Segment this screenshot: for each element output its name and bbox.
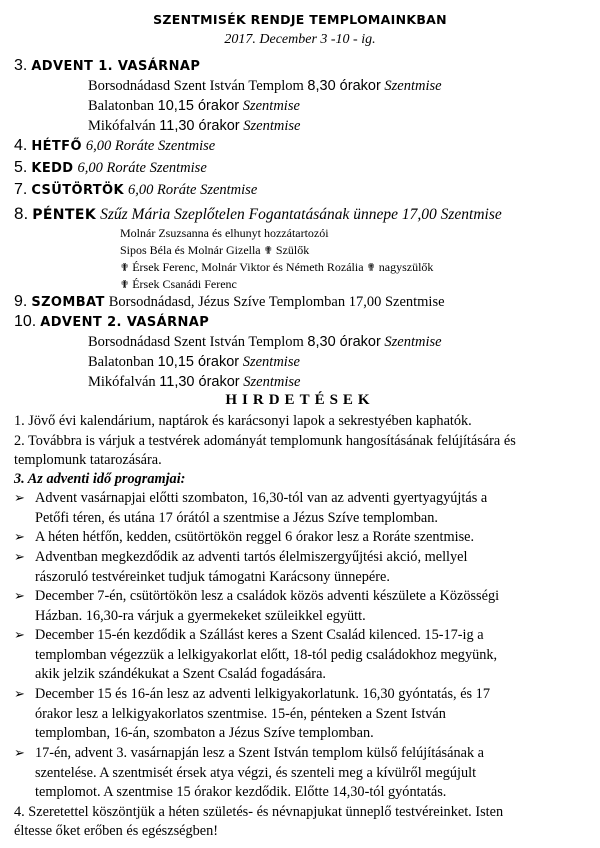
program-line: szentelése. A szentmisét érsek atya végzi, és szenteli meg a kívülről megújult [35,764,477,781]
arrow-bullet-icon: ➢ [14,686,25,701]
mass-time: 8,30 órakor [307,78,381,94]
program-item [35,489,587,528]
mass-type: Szentmise [243,374,301,390]
program-item [35,744,587,803]
program-line: December 15-én kezdődik a Szállást keres a Szent Család kilenced. 15-17-ig a [35,627,484,643]
mass-entry [88,374,300,391]
mass-time: 10,15 órakor [157,354,240,370]
program-line: Petőfi téren, és utána 17 órától a szentmise a Jézus Szíve templomban. [35,509,438,526]
day-number: 8. [14,204,29,223]
arrow-bullet-icon: ➢ [14,588,25,603]
day-number: 4. [14,137,28,154]
mass-entry [88,354,300,371]
intention [120,260,433,275]
arrow-bullet-icon: ➢ [14,745,25,760]
program-item [35,685,587,744]
mass-time: 8,30 órakor [307,334,381,350]
day-8-row [14,204,502,224]
mass-place: Mikófalván [88,118,156,134]
intention-names: Sipos Béla és Molnár Gizella [120,243,261,257]
day-name: KEDD [31,161,74,176]
mass-type: Szentmise [384,334,442,350]
arrow-bullet-icon: ➢ [14,549,25,564]
cross-icon: ✟ [263,245,273,257]
page-title: SZENTMISÉK RENDJE TEMPLOMAINKBAN [153,12,447,27]
program-item [35,528,587,548]
announcement-4-line-1: 4. Szeretettel köszöntjük a héten születés- és névnapjukat ünneplő testvéreinket. Isten [14,804,504,820]
mass-entry [88,98,300,115]
day-5-row [14,159,207,177]
day-7-row [14,181,257,199]
date-range: 2017. December 3 -10 - ig. [224,32,376,47]
mass-type: Szentmise [242,98,300,114]
mass-entry [88,118,300,135]
program-item [35,548,587,587]
day-10-row [14,313,209,331]
arrow-bullet-icon: ➢ [14,627,25,642]
arrow-bullet-icon: ➢ [14,490,25,505]
program-line: December 15 és 16-án lesz az adventi lelkigyakorlatunk. 16,30 gyóntatás, és 17 [35,686,490,702]
intention-names: Érsek Ferenc, Molnár Viktor és Németh Rozália [132,260,364,274]
program-item [35,626,587,685]
program-item [35,587,587,626]
intention-relation: Szülők [275,243,310,257]
announcement-2-line-2: templomunk tatarozására. [14,452,162,468]
intention: Molnár Zsuzsanna és elhunyt hozzátartozói [120,226,329,240]
program-line: templomban végezzük a lelkigyakorlat előtt, 18-tól pedig családokhoz megyünk, [35,646,498,663]
program-line: órakor lesz a lelkigyakorlatos szentmise. 15-én, pénteken a Szent István [35,705,446,722]
program-line: rászoruló testvéreinket tudjuk támogatni Karácsony ünnepére. [35,568,390,585]
day-4-row [14,137,215,155]
cross-icon: ✟ [120,279,130,291]
cross-icon: ✟ [120,262,130,274]
program-line: templomban, 16-án, szombaton a Jézus Szíve templomban. [35,725,374,742]
day-name: ADVENT 1. VASÁRNAP [31,59,201,74]
day-name: PÉNTEK [32,207,97,223]
mass-time: 11,30 órakor [159,118,240,134]
program-line: 17-én, advent 3. vasárnapján lesz a Szent István templom külső felújításának a [35,745,485,761]
announcements-heading: HIRDETÉSEK [225,392,375,408]
day-number: 3. [14,57,28,74]
day-detail: Borsodnádasd, Jézus Szíve Templomban 17,00 Szentmise [108,294,445,310]
day-name: HÉTFŐ [31,139,82,154]
mass-place: Balatonban [88,354,155,370]
arrow-bullet-icon: ➢ [14,529,25,544]
program-line: A héten hétfőn, kedden, csütörtökön reggel 6 órakor lesz a Roráte szentmise. [35,529,475,545]
announcement-4-line-2: éltesse őket erőben és egészségben! [14,823,219,839]
day-number: 5. [14,159,28,176]
mass-place: Balatonban [88,98,155,114]
mass-type: Szentmise [243,118,301,134]
day-name: SZOMBAT [31,295,105,310]
mass-time: 11,30 órakor [159,374,240,390]
day-name: CSÜTÖRTÖK [31,183,124,198]
announcement-3-title: 3. Az adventi idő programjai: [14,471,186,487]
intention-names: Érsek Csanádi Ferenc [132,277,237,291]
program-line: akik jelzik szándékukat a Szent Család fogadására. [35,666,326,683]
day-9-row [14,293,445,311]
announcement-2-line-1: 2. Továbbra is várjuk a testvérek adományát templomunk hangosításának felújítására és [14,433,516,449]
program-line: Házban. 16,30-ra várjuk a gyermekeket szüleikkel együtt. [35,607,366,624]
mass-entry [88,78,442,95]
mass-place: Borsodnádasd Szent István Templom [88,78,304,94]
day-detail: 6,00 Roráte Szentmise [85,138,216,154]
day-detail: 6,00 Roráte Szentmise [77,160,207,176]
mass-time: 10,15 órakor [157,98,240,114]
day-detail: Szűz Mária Szeplőtelen Fogantatásának ünnepe 17,00 Szentmise [100,206,502,223]
mass-place: Borsodnádasd Szent István Templom [88,334,304,350]
program-line: Advent vasárnapjai előtti szombaton, 16,30-tól van az adventi gyertyagyújtás a [35,490,488,506]
announcement-1: 1. Jövő évi kalendárium, naptárok és karácsonyi lapok a sekrestyében kaphatók. [14,413,472,429]
program-line: templomot. A szentmise 15 órakor kezdődik. Előtte 14,30-tól gyóntatás. [35,784,447,801]
intention-relation: nagyszülők [378,260,434,274]
cross-icon: ✟ [366,262,376,274]
mass-place: Mikófalván [88,374,156,390]
program-line: December 7-én, csütörtökön lesz a családok közös adventi készülete a Közösségi [35,588,500,604]
day-name: ADVENT 2. VASÁRNAP [40,315,210,330]
day-detail: 6,00 Roráte Szentmise [127,182,258,198]
mass-entry [88,334,442,351]
day-number: 7. [14,181,28,198]
program-line: Adventban megkezdődik az adventi tartós élelmiszergyűjtési akció, mellyel [35,549,468,565]
day-number: 10. [14,313,37,330]
day-3-row [14,57,200,75]
day-number: 9. [14,293,28,310]
intention [120,243,309,258]
mass-type: Szentmise [384,78,442,94]
intention [120,277,237,292]
mass-type: Szentmise [242,354,300,370]
